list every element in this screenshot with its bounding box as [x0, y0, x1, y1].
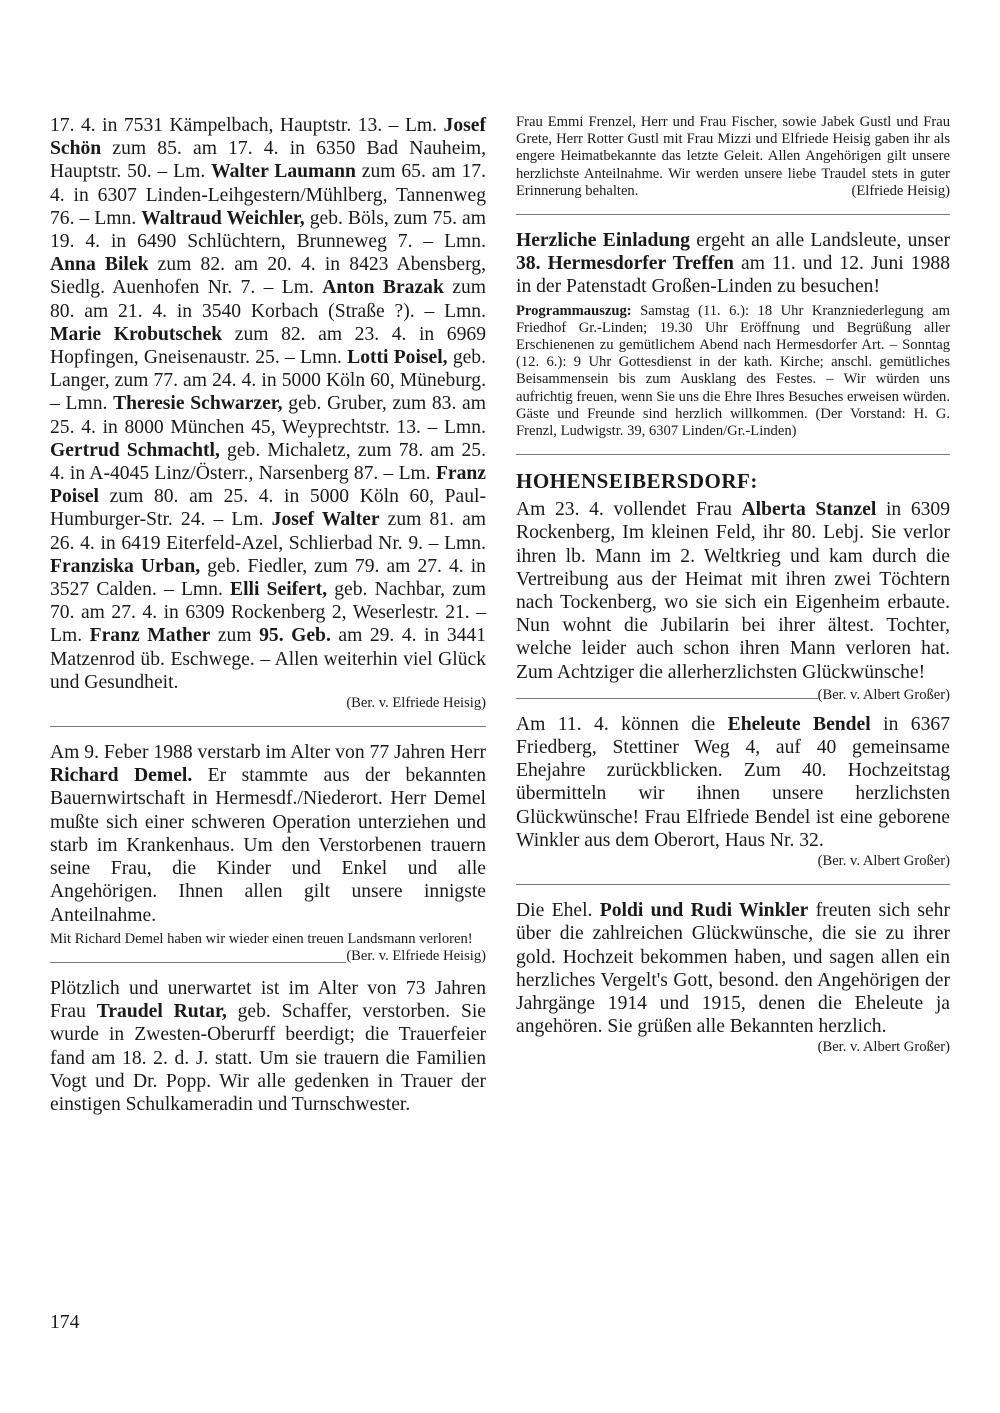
name-josef-schoen: Josef Schön [50, 115, 486, 160]
divider [50, 726, 486, 727]
program-paragraph: Programmauszug: Samstag (11. 6.): 18 Uhr Kranzniederlegung am Friedhof Gr.-Linden; 19.30 Uhr Eröffnung und Begrüßung aller Erschienenen zu gemütlichem Abend nach Hermesdorfer Art. – Sonntag (12. 6.): 9 Uhr Gottesdienst in der kath. Kirche; anschl. gemütliches Beisammensein bis zum Ausklang des Festes. – Wir würden uns aufrichtig freuen, wenn Sie uns die Ehre Ihres Besuches erweisen würden. Gäste und Freunde sind herzlich willkommen. (Der Vorstand: H. G. Frenzl, Ludwigstr. 39, 6307 Linden/Gr.-Linden) [516, 302, 950, 440]
divider [50, 962, 346, 963]
name-richard-demel: Richard Demel. [50, 765, 193, 787]
birthday-credit: (Ber. v. Elfriede Heisig) [346, 695, 486, 712]
name-marie-krobutschek: Marie Krobutschek [50, 323, 223, 345]
divider [516, 698, 818, 699]
obituary-demel-note: Mit Richard Demel haben wir wieder einen treuen Landsmann verloren! (Ber. v. Elfriede Heisig) [50, 930, 486, 964]
obituary-rutar: Plötzlich und unerwartet ist im Alter von 73 Jahren Frau Traudel Rutar, geb. Schaffer, verstorben. Sie wurde in Zwesten-Oberurff beerdigt; die Trauerfeier fand am 18. 2. d. J. statt. Um sie trauern die Familien Vogt und Dr. Popp. Wir alle gedenken in Trauer der einstigen Schulkameradin und Turnschwester. [50, 977, 486, 1115]
bendel-paragraph: Am 11. 4. können die Eheleute Bendel in 6367 Friedberg, Stettiner Weg 4, auf 40 gemeinsame Ehejahre zurückblicken. Zum 40. Hochzeitstag übermitteln wir ihnen unsere herzlichsten Glückwünsche! Frau Elfriede Bendel ist eine geborene Winkler aus dem Oberort, Haus Nr. 32. [516, 713, 950, 851]
name-elli-seifert: Elli Seifert, [230, 579, 328, 601]
name-eheleute-bendel: Eheleute Bendel [727, 713, 871, 735]
section-heading-hohenseibersdorf: HOHENSEIBERSDORF: [516, 469, 758, 494]
name-alberta-stanzel: Alberta Stanzel [741, 499, 877, 521]
name-franz-poisel: Franz Poisel [50, 463, 486, 508]
condolence-credit: (Elfriede Heisig) [851, 182, 950, 199]
divider [516, 454, 950, 455]
name-gertrud-schmachtl: Gertrud Schmachtl, [50, 439, 220, 461]
page-number: 174 [50, 1312, 80, 1333]
divider [516, 214, 950, 215]
name-waltraud-weichler: Waltraud Weichler, [141, 207, 305, 229]
birthday-list: 17. 4. in 7531 Kämpelbach, Hauptstr. 13. – Lm. Josef Schön zum 85. am 17. 4. in 6350 Bad Nauheim, Hauptstr. 50. – Lm. Walter Laumann zum 65. am 17. 4. in 6307 Linden-Leihgestern/Mühlberg, Tannenweg 76. – Lmn. Waltraud Weichler, geb. Böls, zum 75. am 19. 4. in 6490 Schlüchtern, Brunneweg 7. – Lmn. Anna Bilek zum 82. am 20. 4. in 8423 Abensberg, Siedlg. Auenhofen Nr. 7. – Lm. Anton Brazak zum 80. am 21. 4. in 3540 Korbach (Straße ?). – Lmn. Marie Krobutschek zum 82. am 23. 4. in 6969 Hopfingen, Gneisenaustr. 25. – Lmn. Lotti Poisel, geb. Langer, zum 77. am 24. 4. in 5000 Köln 60, Müneburg. – Lmn. Theresie Schwarzer, geb. Gruber, zum 83. am 25. 4. in 8000 München 45, Weyprechtstr. 13. – Lmn. Gertrud Schmachtl, geb. Michaletz, zum 78. am 25. 4. in A-4045 Linz/Österr., Narsenberg 87. – Lm. Franz Poisel zum 80. am 25. 4. in 5000 Köln 60, Paul-Humburger-Str. 24. – Lm. Josef Walter zum 81. am 26. 4. in 6419 Eiterfeld-Azel, Schlierbad Nr. 9. – Lmn. Franziska Urban, geb. Fiedler, zum 79. am 27. 4. in 3527 Calden. – Lmn. Elli Seifert, geb. Nachbar, zum 70. am 27. 4. in 6309 Rockenberg 2, Weserlestr. 21. – Lm. Franz Mather zum 95. Geb. am 29. 4. in 3441 Matzenrod üb. Eschwege. – Allen weiterhin viel Glück und Gesundheit. [50, 115, 487, 693]
name-traudel-rutar: Traudel Rutar, [96, 1001, 227, 1023]
name-anton-brazak: Anton Brazak [322, 277, 444, 299]
name-walter-laumann: Walter Laumann [211, 161, 356, 183]
stanzel-credit: (Ber. v. Albert Großer) [817, 686, 950, 703]
divider [516, 884, 950, 885]
name-franz-mather: Franz Mather [89, 625, 211, 647]
name-lotti-poisel: Lotti Poisel, [347, 347, 448, 369]
name-franziska-urban: Franziska Urban, [50, 555, 201, 577]
obituary-demel: Am 9. Feber 1988 verstarb im Alter von 77 Jahren Herr Richard Demel. Er stammte aus der bekannten Bauernwirtschaft in Hermesdf./Niederort. Herr Demel mußte sich einer schweren Operation unterziehen und starb im Krankenhaus. Um den Verstorbenen trauern seine Frau, die Kinder und Enkel und alle Angehörigen. Ihnen allen gilt unsere innigste Anteilnahme. [50, 742, 486, 926]
name-anna-bilek: Anna Bilek [50, 254, 149, 276]
condolence-paragraph: Frau Emmi Frenzel, Herr und Frau Fischer, sowie Jabek Gustl und Frau Grete, Herr Rotter Gustl mit Frau Mizzi und Elfriede Heisig gaben ihr als engere Heimatbekannte das letzte Geleit. Allen Angehörigen gilt unsere herzlichste Anteilnahme. Wir werden unsere liebe Traudel stets in guter Erinnerung behalten. (Elfriede Heisig) [516, 114, 950, 199]
name-poldi-rudi-winkler: Poldi und Rudi Winkler [599, 900, 809, 922]
age-95-geb: 95. Geb. [259, 625, 331, 647]
bendel-credit: (Ber. v. Albert Großer) [817, 853, 950, 870]
winkler-credit: (Ber. v. Albert Großer) [817, 1039, 950, 1056]
event-name: 38. Hermesdorfer Treffen [516, 253, 734, 275]
name-theresie-schwarzer: Theresie Schwarzer, [113, 393, 283, 415]
right-column [516, 114, 950, 1056]
demel-credit: (Ber. v. Elfriede Heisig) [346, 947, 486, 964]
winkler-paragraph: Die Ehel. Poldi und Rudi Winkler freuten sich sehr über die zahlreichen Glückwünsche, die sie zu ihrer gold. Hochzeit bekommen haben, und sagen allen ein herzliches Vergelt's Gott, besond. den Angehörigen der Jahrgänge 1914 und 1915, denen die Eheleute ja angehören. Sie grüßen alle Bekannten herzlich. [516, 900, 950, 1038]
invitation-paragraph: Herzliche Einladung ergeht an alle Landsleute, unser 38. Hermesdorfer Treffen am 11. und 12. Juni 1988 in der Patenstadt Großen-Linden zu besuchen! [516, 230, 951, 298]
name-josef-walter: Josef Walter [271, 509, 380, 531]
invitation-title: Herzliche Einladung [516, 230, 690, 252]
program-label: Programmauszug: [516, 302, 632, 319]
stanzel-paragraph: Am 23. 4. vollendet Frau Alberta Stanzel in 6309 Rockenberg, Im kleinen Feld, ihr 80. Lebj. Sie verlor ihren lb. Mann im 2. Weltkrieg und kam durch die Vertreibung aus der Heimat mit ihren zwei Töchtern nach Tockenberg, wo sie sich ein Eigenheim erbaute. Nun wohnt die Jubilarin bei ihrer ältest. Tochter, welche leider auch schon ihren Mann verloren hat. Zum Achtziger die allerherzlichsten Glückwünsche! (Ber. v. Albert Großer) [516, 498, 950, 684]
left-column [50, 114, 486, 1116]
